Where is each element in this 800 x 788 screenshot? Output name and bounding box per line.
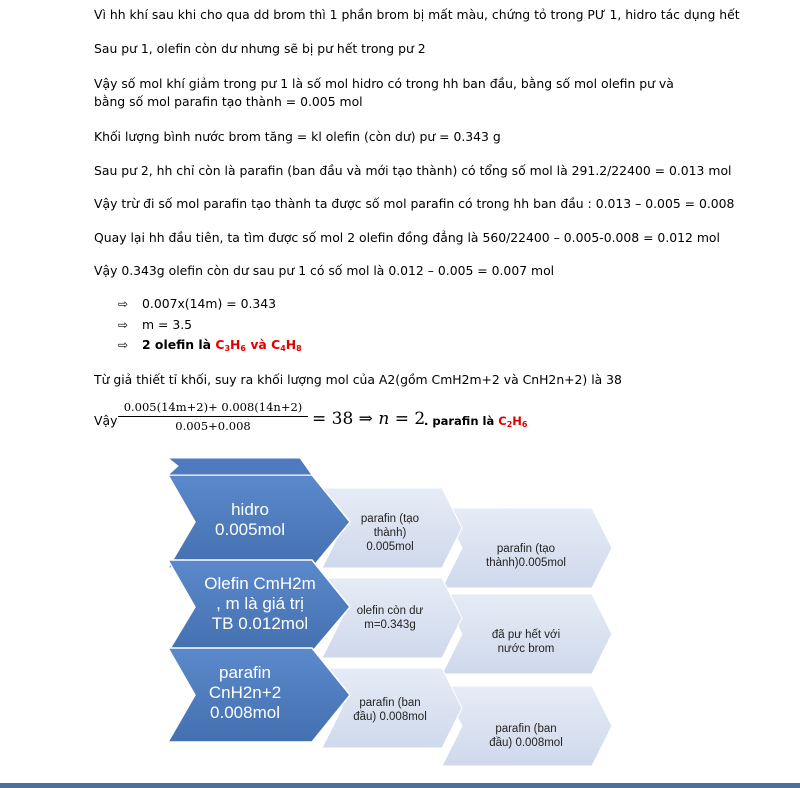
row1-mid-text: parafin (tạo thành) 0.005mol [360,513,420,553]
formula-tail: . parafin là $C_2H_6$ [424,414,528,429]
paragraph-4: Khối lượng bình nước brom tăng = kl olefin (còn dư) pư = 0.343 g [94,129,501,144]
double-arrow-icon: ⇨ [118,338,129,352]
paragraph-1: Vì hh khí sau khi cho qua dd brom thì 1 phần brom bị mất màu, chứng tỏ trong PƯ 1, hidro tác dụng hết [94,7,740,22]
double-arrow-icon: ⇨ [118,297,129,311]
paragraph-7: Quay lại hh đầu tiên, ta tìm được số mol 2 olefin đồng đẳng là 560/22400 – 0.005-0.008 = 0.012 mol [94,230,720,245]
row2-end-text: đã pư hết với nước brom [491,629,561,655]
row2-main-text: Olefin CmH2m , m là giá trị TB 0.012mol [204,574,316,633]
row1-end-text: parafin (tạo thành)0.005mol [486,543,566,569]
fraction-denominator: 0.005+0.008 [175,419,251,433]
bullet-2: ⇨ m = 3.5 [118,317,193,332]
formula-prefix: Vậy [94,413,118,428]
formula-c4h8: $C_4H_8$ [271,337,302,353]
row3-end-text: parafin (ban đầu) 0.008mol [489,723,563,749]
fraction-numerator: 0.005(14m+2)+ 0.008(14n+2) [118,400,308,417]
bottom-bar [0,783,800,788]
paragraph-2: Sau pư 1, olefin còn dư nhưng sẽ bị pư hết trong pư 2 [94,41,426,56]
double-arrow-icon: ⇨ [118,318,129,332]
formula-c3h6: $C_3H_6$ [215,337,246,353]
row2-mid-text: olefin còn dư m=0.343g [356,605,424,631]
equation-result: = 38 ⇒ n = 2 [312,409,426,429]
paragraph-5: Sau pư 2, hh chỉ còn là parafin (ban đầu và mới tạo thành) có tổng số mol là 291.2/22400 = 0.013 mol [94,163,732,178]
paragraph-8: Vậy 0.343g olefin còn dư sau pư 1 có số mol là 0.012 – 0.005 = 0.007 mol [94,263,555,278]
row1-main-text: hidro 0.005mol [215,500,285,539]
paragraph-6: Vậy trừ đi số mol parafin tạo thành ta được số mol parafin có trong hh ban đầu : 0.013 – 0.005 = 0.008 [94,196,735,211]
paragraph-3: Vậy số mol khí giảm trong pư 1 là số mol hidro có trong hh ban đầu, bằng số mol olefin pư và bằng số mol parafin tạo thành = 0.005 mol [94,76,674,109]
bullet-3: ⇨ 2 olefin là $C_3H_6$ và $C_4H_8$ [118,337,302,353]
paragraph-9: Từ giả thiết tỉ khối, suy ra khối lượng mol của A2(gồm CmH2m+2 và CnH2n+2) là 38 [94,372,622,387]
bullet-1: ⇨ 0.007x(14m) = 0.343 [118,296,277,311]
row3-main-text: parafin CnH2n+2 0.008mol [208,663,282,722]
formula-c2h6: $C_2H_6$ [498,414,528,429]
row3-mid-text: parafin (ban đầu) 0.008mol [353,697,427,723]
